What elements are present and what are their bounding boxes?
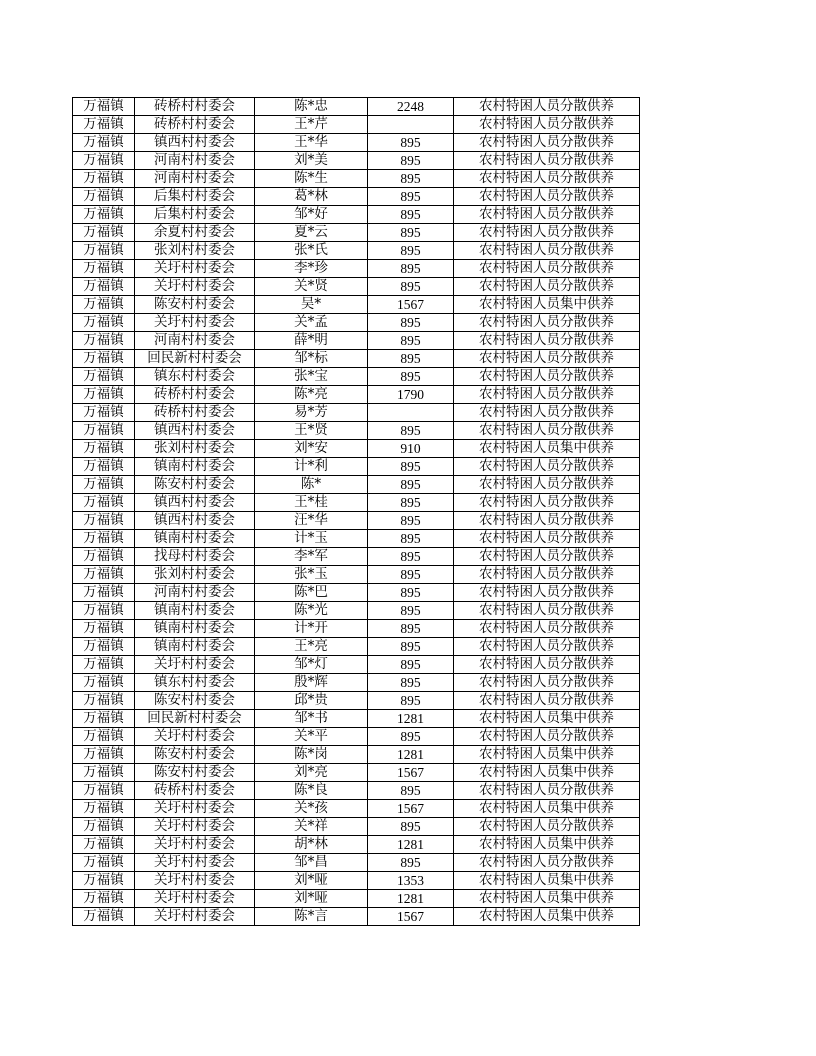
- committee-cell: 镇东村村委会: [135, 674, 255, 692]
- amount-cell: 895: [368, 368, 454, 386]
- name-cell: 关*平: [255, 728, 368, 746]
- type-cell: 农村特困人员分散供养: [454, 404, 640, 422]
- type-cell: 农村特困人员分散供养: [454, 566, 640, 584]
- name-cell: 陈*: [255, 476, 368, 494]
- committee-cell: 河南村村委会: [135, 170, 255, 188]
- table-row: [73, 458, 640, 476]
- table-row: [73, 152, 640, 170]
- committee-cell: 关圩村村委会: [135, 890, 255, 908]
- committee-cell: 张刘村村委会: [135, 242, 255, 260]
- table-row: [73, 764, 640, 782]
- type-cell: 农村特困人员集中供养: [454, 764, 640, 782]
- town-cell: 万福镇: [73, 296, 135, 314]
- name-cell: 邹*书: [255, 710, 368, 728]
- table-row: [73, 260, 640, 278]
- table-row: [73, 908, 640, 926]
- table-row: [73, 890, 640, 908]
- town-cell: 万福镇: [73, 422, 135, 440]
- type-cell: 农村特困人员分散供养: [454, 674, 640, 692]
- data-table: [72, 97, 640, 926]
- type-cell: 农村特困人员集中供养: [454, 908, 640, 926]
- town-cell: 万福镇: [73, 368, 135, 386]
- amount-cell: 895: [368, 620, 454, 638]
- amount-cell: 895: [368, 152, 454, 170]
- town-cell: 万福镇: [73, 98, 135, 116]
- amount-cell: 1567: [368, 908, 454, 926]
- type-cell: 农村特困人员分散供养: [454, 602, 640, 620]
- name-cell: 邹*灯: [255, 656, 368, 674]
- table-row: [73, 386, 640, 404]
- amount-cell: 895: [368, 692, 454, 710]
- town-cell: 万福镇: [73, 530, 135, 548]
- amount-cell: 895: [368, 530, 454, 548]
- committee-cell: 关圩村村委会: [135, 872, 255, 890]
- amount-cell: 895: [368, 656, 454, 674]
- committee-cell: 余夏村村委会: [135, 224, 255, 242]
- amount-cell: 895: [368, 854, 454, 872]
- committee-cell: 镇南村村委会: [135, 638, 255, 656]
- town-cell: 万福镇: [73, 764, 135, 782]
- amount-cell: 895: [368, 566, 454, 584]
- town-cell: 万福镇: [73, 872, 135, 890]
- table-row: [73, 530, 640, 548]
- town-cell: 万福镇: [73, 908, 135, 926]
- name-cell: 关*贤: [255, 278, 368, 296]
- amount-cell: 895: [368, 512, 454, 530]
- type-cell: 农村特困人员分散供养: [454, 98, 640, 116]
- committee-cell: 关圩村村委会: [135, 656, 255, 674]
- name-cell: 刘*美: [255, 152, 368, 170]
- table-row: [73, 674, 640, 692]
- table-row: [73, 548, 640, 566]
- town-cell: 万福镇: [73, 242, 135, 260]
- type-cell: 农村特困人员分散供养: [454, 854, 640, 872]
- town-cell: 万福镇: [73, 170, 135, 188]
- type-cell: 农村特困人员集中供养: [454, 710, 640, 728]
- table-row: [73, 206, 640, 224]
- type-cell: 农村特困人员分散供养: [454, 314, 640, 332]
- table-row: [73, 620, 640, 638]
- name-cell: 计*开: [255, 620, 368, 638]
- town-cell: 万福镇: [73, 404, 135, 422]
- name-cell: 王*贤: [255, 422, 368, 440]
- table-row: [73, 584, 640, 602]
- type-cell: 农村特困人员分散供养: [454, 422, 640, 440]
- amount-cell: 895: [368, 260, 454, 278]
- table-row: [73, 278, 640, 296]
- committee-cell: 关圩村村委会: [135, 728, 255, 746]
- town-cell: 万福镇: [73, 782, 135, 800]
- table-row: [73, 188, 640, 206]
- town-cell: 万福镇: [73, 278, 135, 296]
- name-cell: 邹*标: [255, 350, 368, 368]
- name-cell: 刘*哑: [255, 890, 368, 908]
- table-row: [73, 638, 640, 656]
- town-cell: 万福镇: [73, 458, 135, 476]
- committee-cell: 河南村村委会: [135, 584, 255, 602]
- amount-cell: 895: [368, 314, 454, 332]
- table-row: [73, 854, 640, 872]
- name-cell: 张*宝: [255, 368, 368, 386]
- type-cell: 农村特困人员分散供养: [454, 530, 640, 548]
- table-row: [73, 656, 640, 674]
- type-cell: 农村特困人员分散供养: [454, 548, 640, 566]
- type-cell: 农村特困人员分散供养: [454, 476, 640, 494]
- town-cell: 万福镇: [73, 494, 135, 512]
- name-cell: 王*芹: [255, 116, 368, 134]
- committee-cell: 砖桥村村委会: [135, 404, 255, 422]
- name-cell: 陈*亮: [255, 386, 368, 404]
- table-row: [73, 98, 640, 116]
- committee-cell: 镇西村村委会: [135, 494, 255, 512]
- amount-cell: 895: [368, 674, 454, 692]
- table-row: [73, 368, 640, 386]
- table-row: [73, 224, 640, 242]
- type-cell: 农村特困人员分散供养: [454, 170, 640, 188]
- name-cell: 刘*安: [255, 440, 368, 458]
- name-cell: 关*祥: [255, 818, 368, 836]
- committee-cell: 关圩村村委会: [135, 836, 255, 854]
- town-cell: 万福镇: [73, 638, 135, 656]
- town-cell: 万福镇: [73, 584, 135, 602]
- committee-cell: 镇西村村委会: [135, 134, 255, 152]
- amount-cell: 895: [368, 818, 454, 836]
- town-cell: 万福镇: [73, 332, 135, 350]
- type-cell: 农村特困人员分散供养: [454, 224, 640, 242]
- name-cell: 李*珍: [255, 260, 368, 278]
- committee-cell: 砖桥村村委会: [135, 782, 255, 800]
- type-cell: 农村特困人员分散供养: [454, 368, 640, 386]
- committee-cell: 关圩村村委会: [135, 314, 255, 332]
- type-cell: 农村特困人员集中供养: [454, 800, 640, 818]
- type-cell: 农村特困人员集中供养: [454, 440, 640, 458]
- type-cell: 农村特困人员分散供养: [454, 782, 640, 800]
- table-body: [73, 98, 640, 926]
- town-cell: 万福镇: [73, 728, 135, 746]
- amount-cell: 1281: [368, 710, 454, 728]
- amount-cell: 895: [368, 638, 454, 656]
- committee-cell: 镇西村村委会: [135, 512, 255, 530]
- town-cell: 万福镇: [73, 206, 135, 224]
- committee-cell: 后集村村委会: [135, 206, 255, 224]
- committee-cell: 关圩村村委会: [135, 908, 255, 926]
- town-cell: 万福镇: [73, 116, 135, 134]
- type-cell: 农村特困人员集中供养: [454, 872, 640, 890]
- type-cell: 农村特困人员分散供养: [454, 134, 640, 152]
- table-row: [73, 872, 640, 890]
- type-cell: 农村特困人员分散供养: [454, 242, 640, 260]
- type-cell: 农村特困人员分散供养: [454, 656, 640, 674]
- town-cell: 万福镇: [73, 854, 135, 872]
- type-cell: 农村特困人员分散供养: [454, 350, 640, 368]
- name-cell: 计*玉: [255, 530, 368, 548]
- name-cell: 刘*哑: [255, 872, 368, 890]
- amount-cell: [368, 404, 454, 422]
- table-row: [73, 836, 640, 854]
- committee-cell: 找母村村委会: [135, 548, 255, 566]
- committee-cell: 关圩村村委会: [135, 260, 255, 278]
- amount-cell: 895: [368, 206, 454, 224]
- type-cell: 农村特困人员分散供养: [454, 638, 640, 656]
- name-cell: 邱*贵: [255, 692, 368, 710]
- amount-cell: 1567: [368, 764, 454, 782]
- name-cell: 李*军: [255, 548, 368, 566]
- committee-cell: 陈安村村委会: [135, 296, 255, 314]
- town-cell: 万福镇: [73, 152, 135, 170]
- name-cell: 易*芳: [255, 404, 368, 422]
- amount-cell: 895: [368, 134, 454, 152]
- table-row: [73, 476, 640, 494]
- amount-cell: 895: [368, 548, 454, 566]
- town-cell: 万福镇: [73, 476, 135, 494]
- table-row: [73, 332, 640, 350]
- committee-cell: 河南村村委会: [135, 152, 255, 170]
- table-row: [73, 512, 640, 530]
- name-cell: 夏*云: [255, 224, 368, 242]
- table-row: [73, 602, 640, 620]
- table-row: [73, 566, 640, 584]
- type-cell: 农村特困人员分散供养: [454, 458, 640, 476]
- name-cell: 胡*林: [255, 836, 368, 854]
- name-cell: 陈*良: [255, 782, 368, 800]
- committee-cell: 镇南村村委会: [135, 530, 255, 548]
- amount-cell: 895: [368, 278, 454, 296]
- name-cell: 陈*巴: [255, 584, 368, 602]
- amount-cell: 895: [368, 782, 454, 800]
- type-cell: 农村特困人员分散供养: [454, 584, 640, 602]
- committee-cell: 陈安村村委会: [135, 746, 255, 764]
- type-cell: 农村特困人员分散供养: [454, 620, 640, 638]
- type-cell: 农村特困人员分散供养: [454, 332, 640, 350]
- amount-cell: 1281: [368, 836, 454, 854]
- amount-cell: 895: [368, 170, 454, 188]
- name-cell: 张*氏: [255, 242, 368, 260]
- town-cell: 万福镇: [73, 836, 135, 854]
- amount-cell: 1281: [368, 746, 454, 764]
- committee-cell: 镇东村村委会: [135, 368, 255, 386]
- town-cell: 万福镇: [73, 566, 135, 584]
- amount-cell: 895: [368, 728, 454, 746]
- committee-cell: 回民新村村委会: [135, 710, 255, 728]
- table-row: [73, 350, 640, 368]
- town-cell: 万福镇: [73, 890, 135, 908]
- name-cell: 殷*辉: [255, 674, 368, 692]
- table-row: [73, 440, 640, 458]
- town-cell: 万福镇: [73, 710, 135, 728]
- table-row: [73, 710, 640, 728]
- name-cell: 王*桂: [255, 494, 368, 512]
- amount-cell: 895: [368, 422, 454, 440]
- name-cell: 陈*生: [255, 170, 368, 188]
- town-cell: 万福镇: [73, 746, 135, 764]
- table-row: [73, 242, 640, 260]
- town-cell: 万福镇: [73, 350, 135, 368]
- committee-cell: 陈安村村委会: [135, 692, 255, 710]
- type-cell: 农村特困人员分散供养: [454, 152, 640, 170]
- amount-cell: 895: [368, 332, 454, 350]
- amount-cell: 895: [368, 584, 454, 602]
- committee-cell: 后集村村委会: [135, 188, 255, 206]
- amount-cell: 895: [368, 494, 454, 512]
- committee-cell: 陈安村村委会: [135, 476, 255, 494]
- amount-cell: 895: [368, 350, 454, 368]
- name-cell: 计*利: [255, 458, 368, 476]
- amount-cell: 910: [368, 440, 454, 458]
- committee-cell: 关圩村村委会: [135, 818, 255, 836]
- amount-cell: 1567: [368, 296, 454, 314]
- name-cell: 薛*明: [255, 332, 368, 350]
- committee-cell: 砖桥村村委会: [135, 116, 255, 134]
- type-cell: 农村特困人员分散供养: [454, 386, 640, 404]
- committee-cell: 镇南村村委会: [135, 602, 255, 620]
- amount-cell: 1281: [368, 890, 454, 908]
- type-cell: 农村特困人员集中供养: [454, 836, 640, 854]
- amount-cell: 895: [368, 458, 454, 476]
- committee-cell: 陈安村村委会: [135, 764, 255, 782]
- town-cell: 万福镇: [73, 818, 135, 836]
- name-cell: 张*玉: [255, 566, 368, 584]
- town-cell: 万福镇: [73, 692, 135, 710]
- type-cell: 农村特困人员分散供养: [454, 728, 640, 746]
- committee-cell: 关圩村村委会: [135, 278, 255, 296]
- type-cell: 农村特困人员分散供养: [454, 188, 640, 206]
- committee-cell: 张刘村村委会: [135, 440, 255, 458]
- town-cell: 万福镇: [73, 134, 135, 152]
- table-row: [73, 800, 640, 818]
- type-cell: 农村特困人员分散供养: [454, 494, 640, 512]
- amount-cell: 1567: [368, 800, 454, 818]
- name-cell: 关*孟: [255, 314, 368, 332]
- committee-cell: 关圩村村委会: [135, 800, 255, 818]
- type-cell: 农村特困人员分散供养: [454, 206, 640, 224]
- type-cell: 农村特困人员集中供养: [454, 746, 640, 764]
- amount-cell: 895: [368, 242, 454, 260]
- committee-cell: 砖桥村村委会: [135, 98, 255, 116]
- table-row: [73, 170, 640, 188]
- type-cell: 农村特困人员分散供养: [454, 278, 640, 296]
- table-row: [73, 296, 640, 314]
- name-cell: 刘*亮: [255, 764, 368, 782]
- name-cell: 邹*好: [255, 206, 368, 224]
- name-cell: 陈*岗: [255, 746, 368, 764]
- committee-cell: 河南村村委会: [135, 332, 255, 350]
- table-row: [73, 746, 640, 764]
- committee-cell: 镇南村村委会: [135, 458, 255, 476]
- name-cell: 陈*忠: [255, 98, 368, 116]
- amount-cell: 895: [368, 602, 454, 620]
- town-cell: 万福镇: [73, 224, 135, 242]
- type-cell: 农村特困人员分散供养: [454, 692, 640, 710]
- table-row: [73, 782, 640, 800]
- town-cell: 万福镇: [73, 602, 135, 620]
- amount-cell: [368, 116, 454, 134]
- type-cell: 农村特困人员集中供养: [454, 296, 640, 314]
- town-cell: 万福镇: [73, 386, 135, 404]
- name-cell: 葛*林: [255, 188, 368, 206]
- name-cell: 陈*光: [255, 602, 368, 620]
- type-cell: 农村特困人员分散供养: [454, 260, 640, 278]
- town-cell: 万福镇: [73, 620, 135, 638]
- name-cell: 陈*言: [255, 908, 368, 926]
- type-cell: 农村特困人员分散供养: [454, 512, 640, 530]
- table-row: [73, 404, 640, 422]
- amount-cell: 2248: [368, 98, 454, 116]
- name-cell: 王*华: [255, 134, 368, 152]
- town-cell: 万福镇: [73, 656, 135, 674]
- committee-cell: 镇南村村委会: [135, 620, 255, 638]
- name-cell: 汪*华: [255, 512, 368, 530]
- town-cell: 万福镇: [73, 260, 135, 278]
- type-cell: 农村特困人员分散供养: [454, 116, 640, 134]
- town-cell: 万福镇: [73, 548, 135, 566]
- table-row: [73, 314, 640, 332]
- town-cell: 万福镇: [73, 314, 135, 332]
- town-cell: 万福镇: [73, 674, 135, 692]
- committee-cell: 回民新村村委会: [135, 350, 255, 368]
- amount-cell: 1353: [368, 872, 454, 890]
- amount-cell: 895: [368, 188, 454, 206]
- amount-cell: 1790: [368, 386, 454, 404]
- committee-cell: 关圩村村委会: [135, 854, 255, 872]
- committee-cell: 砖桥村村委会: [135, 386, 255, 404]
- table-row: [73, 494, 640, 512]
- table-row: [73, 818, 640, 836]
- town-cell: 万福镇: [73, 512, 135, 530]
- name-cell: 关*孩: [255, 800, 368, 818]
- name-cell: 吴*: [255, 296, 368, 314]
- table-row: [73, 422, 640, 440]
- type-cell: 农村特困人员集中供养: [454, 890, 640, 908]
- table-row: [73, 116, 640, 134]
- table-row: [73, 134, 640, 152]
- table-row: [73, 692, 640, 710]
- amount-cell: 895: [368, 476, 454, 494]
- type-cell: 农村特困人员分散供养: [454, 818, 640, 836]
- committee-cell: 镇西村村委会: [135, 422, 255, 440]
- committee-cell: 张刘村村委会: [135, 566, 255, 584]
- town-cell: 万福镇: [73, 800, 135, 818]
- name-cell: 王*亮: [255, 638, 368, 656]
- name-cell: 邹*昌: [255, 854, 368, 872]
- amount-cell: 895: [368, 224, 454, 242]
- town-cell: 万福镇: [73, 440, 135, 458]
- town-cell: 万福镇: [73, 188, 135, 206]
- table-row: [73, 728, 640, 746]
